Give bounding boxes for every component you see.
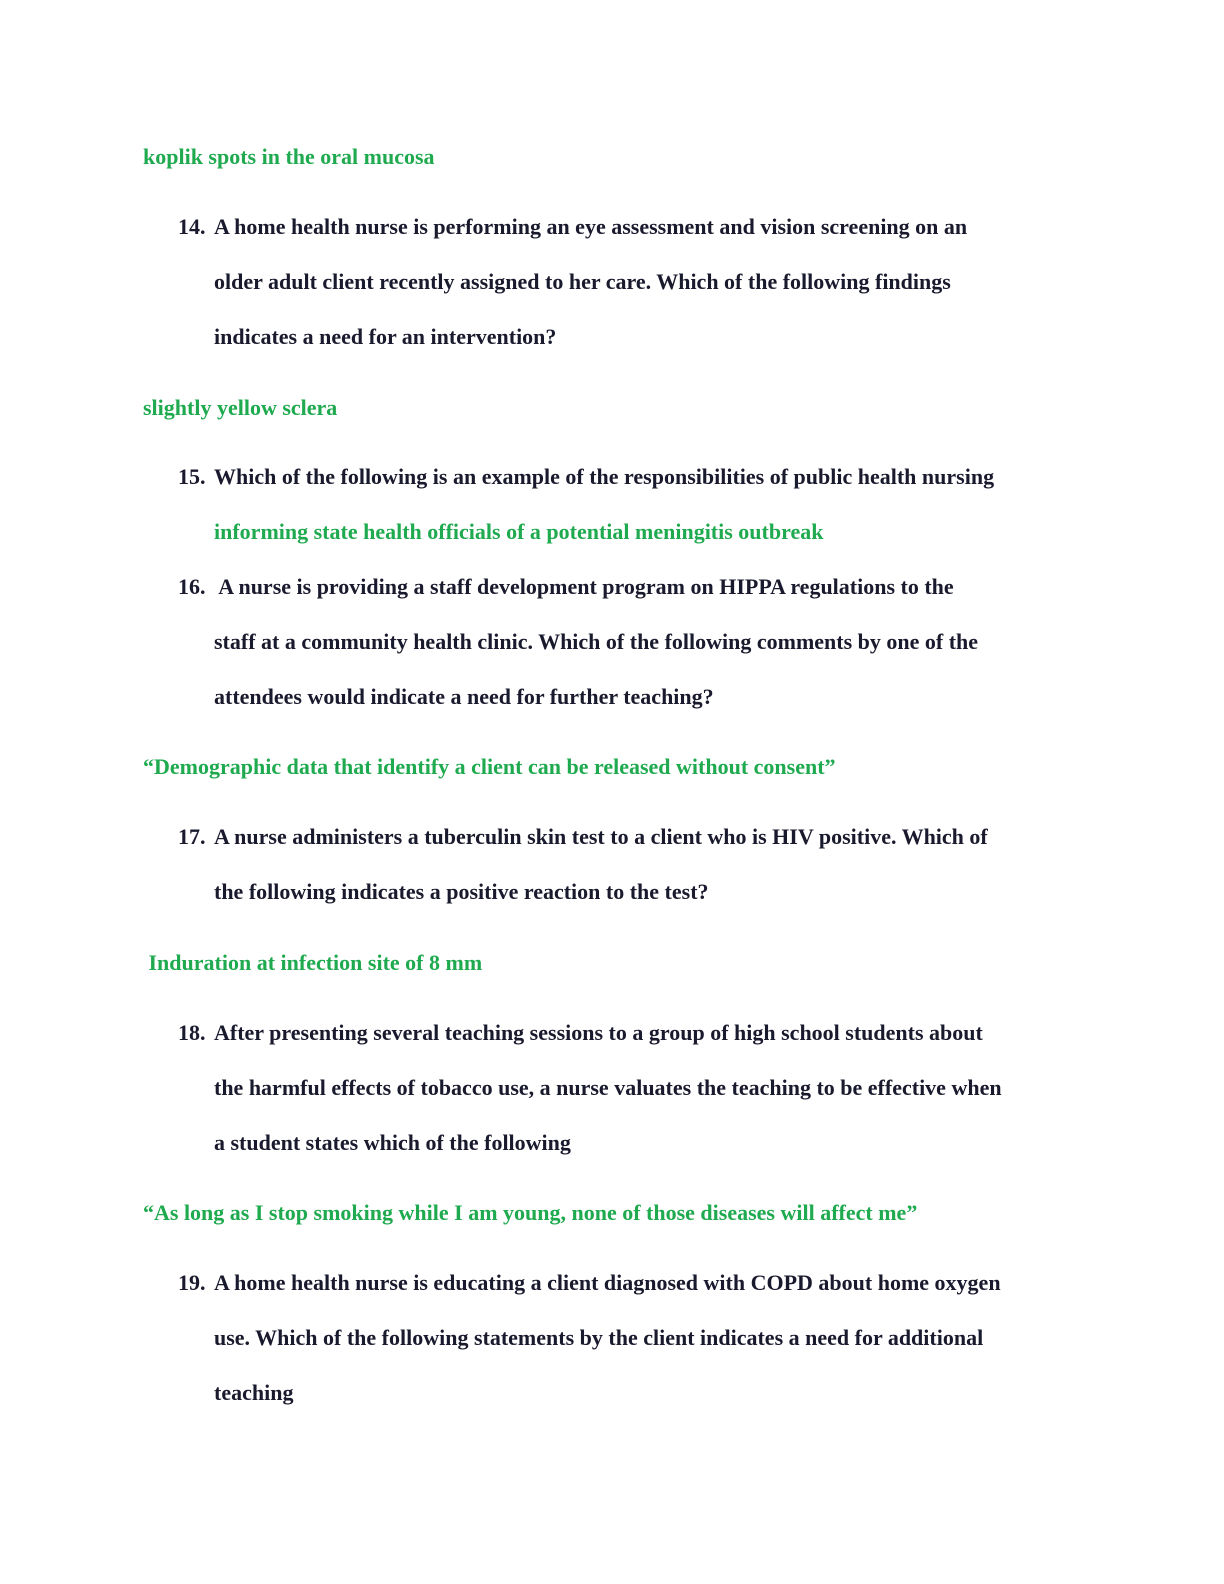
question-text-line: attendees would indicate a need for further teaching?	[214, 684, 714, 709]
question-text-line: A nurse administers a tuberculin skin test to a client who is HIV positive. Which of	[214, 824, 988, 849]
question-number: 19.	[178, 1270, 206, 1295]
question-text-line: the following indicates a positive reaction to the test?	[214, 879, 709, 904]
question-text-line: A home health nurse is educating a client diagnosed with COPD about home oxygen	[214, 1270, 1001, 1295]
answer-18: “As long as I stop smoking while I am young, none of those diseases will affect me”	[143, 1200, 918, 1225]
question-number: 14.	[178, 214, 206, 239]
question-text-line: teaching	[214, 1380, 294, 1405]
question-text-line: After presenting several teaching sessions to a group of high school students about	[214, 1020, 983, 1045]
question-text-line: the harmful effects of tobacco use, a nurse valuates the teaching to be effective when	[214, 1075, 1002, 1100]
question-text-line: A home health nurse is performing an eye assessment and vision screening on an	[214, 214, 968, 239]
question-text-line: older adult client recently assigned to her care. Which of the following findings	[214, 269, 951, 294]
question-text-line: a student states which of the following	[214, 1130, 571, 1155]
question-text-line: indicates a need for an intervention?	[214, 324, 557, 349]
question-text-line: use. Which of the following statements by the client indicates a need for additional	[214, 1325, 984, 1350]
question-text-line: A nurse is providing a staff development program on HIPPA regulations to the	[214, 574, 954, 599]
question-text-line: staff at a community health clinic. Which of the following comments by one of the	[214, 629, 979, 654]
question-number: 15.	[178, 464, 206, 489]
question-number: 17.	[178, 824, 206, 849]
answer-15: informing state health officials of a potential meningitis outbreak	[214, 519, 824, 544]
answer-16: “Demographic data that identify a client can be released without consent”	[143, 754, 836, 779]
answer-13: koplik spots in the oral mucosa	[143, 144, 435, 169]
question-number: 18.	[178, 1020, 206, 1045]
question-number: 16.	[178, 574, 206, 599]
question-text-line: Which of the following is an example of the responsibilities of public health nursing	[214, 464, 995, 489]
answer-17: Induration at infection site of 8 mm	[143, 950, 483, 975]
answer-14: slightly yellow sclera	[143, 395, 338, 420]
